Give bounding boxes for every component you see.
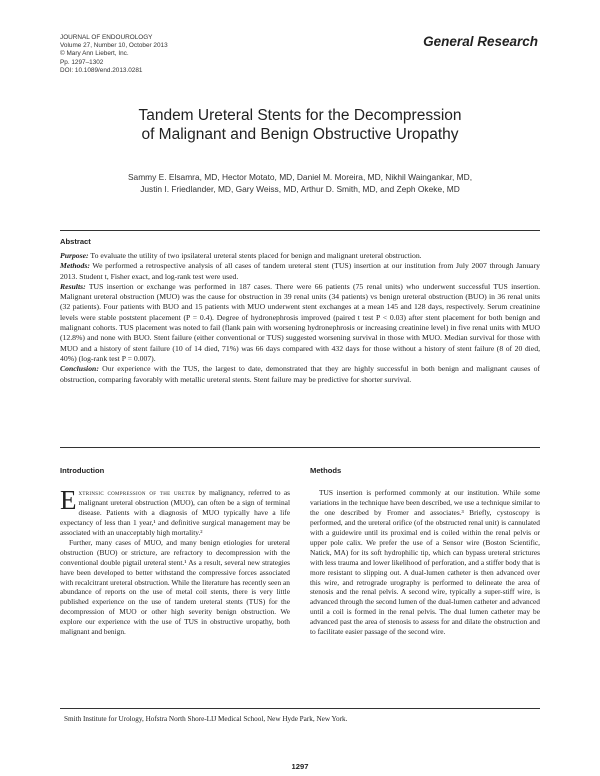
results-text: TUS insertion or exchange was performed in 187 cases. There were 66 patients (75 renal units) who underwent successful TUS insertion. Malignant ureteral obstruction (MUO) was the cause for obstruction in 39 renal units (34 patients) vs benign ureteral obstruction (BUO) in 36 renal units (32 patients). Four patients with BUO and 15 patients with MUO underwent stent exchanges at a mean 145 and 128 days, respectively. Serum creatinine levels were stable poststent placement (P = 0.4). Degree of hydronephrosis improved (paired t test P < 0.03) after stent placement for both benign and malignant cohorts. TUS placement was noted to fail (flank pain with worsening hydronephrosis or increasing creatinine level) in five renal units with MUO (12.8%) and none with BUO. Stent failure (either conventional or TUS) suggested worsening survival in those with MUO. Median survival for those with MUO and a history of stent failure (10 of 14 died, 71%) was 66 days compared with 432 days for those without a history of stent failure (8 of 20 died, 40%) (log-rank test P = 0.007).	[60, 281, 540, 363]
results-label: Results:	[60, 281, 86, 291]
introduction-heading: Introduction	[60, 466, 105, 475]
conclusion-label: Conclusion:	[60, 364, 99, 374]
journal-name: JOURNAL OF ENDOUROLOGY	[60, 34, 153, 41]
abstract-bottom-rule	[60, 447, 540, 448]
abstract-conclusion	[60, 364, 540, 385]
author-list	[80, 171, 520, 195]
intro-paragraph: Further, many cases of MUO, and many benign etiologies for ureteral obstruction (BUO) or stricture, are refractory to decompression with the conventional double pigtail ureteral stent.¹ As a result, several new strategies have been developed to better withstand the compressive forces associated with recalcitrant ureteral obstruction. While the literature has recently seen an abundance of reports on the use of metal coil stents, there is very little published experience on the use of tandem ureteral stents (TUS) for the decompression of MUO or other high severity benign obstruction. We explore our experience with the use of TUS in obstructive uropathy, both malignant and benign.	[60, 537, 290, 637]
abstract-results	[60, 282, 540, 364]
abstract-heading: Abstract	[60, 237, 91, 246]
title-line: of Malignant and Benign Obstructive Uropathy	[141, 126, 459, 143]
journal-volume: Volume 27, Number 10, October 2013	[60, 42, 168, 50]
lead-smallcaps: xtrinsic compression of the ureter	[78, 487, 196, 497]
author-line: Justin I. Friedlander, MD, Gary Weiss, MD, Arthur D. Smith, MD, and Zeph Okeke, MD	[140, 184, 460, 194]
abstract-methods	[60, 261, 540, 282]
journal-copyright: © Mary Ann Liebert, Inc.	[60, 50, 129, 58]
abstract-body	[60, 251, 540, 385]
drop-cap: E	[60, 484, 77, 515]
methods-paragraph: TUS insertion is performed commonly at our institution. While some variations in the technique have been described, we use a technique similar to the one described by Fromer and associates.³ Briefly, cystoscopy is performed, and the ureteral orifice (of the obstructed renal unit) is cannulated with a guidewire until its proximal end is coiled within the renal pelvis or upper pole calix. We prefer the use of a Sensor wire (Boston Scientific, Natick, MA) for its soft hydrophilic tip, which can bypass ureteral strictures with less trauma and lower likelihood of perforation, and a stiffer body that is more resistant to slipping out. A dual-lumen catheter is then advanced over this wire, and retrograde urography is performed to delineate the area of stenosis and the renal pelvis. A second wire, typically a super-stiff wire, is advanced through the second lumen of the dual-lumen catheter and advanced until a coil is formed in the renal pelvis. The dual lumen catheter may be advanced past the area of stenosis to assess for and dilate the obstruction and to facilitate easier passage of the second wire.	[310, 487, 540, 637]
title-line: Tandem Ureteral Stents for the Decompression	[138, 107, 462, 124]
affiliation-footnote: Smith Institute for Urology, Hofstra North Shore-LIJ Medical School, New Hyde Park, New York.	[64, 715, 348, 723]
methods-column	[310, 466, 540, 637]
abstract-top-rule	[60, 230, 540, 231]
methods-text: We performed a retrospective analysis of all cases of tandem ureteral stent (TUS) insertion at our institution from July 2007 through January 2013. Student t, Fisher exact, and log-rank test were used.	[60, 261, 540, 281]
journal-doi: DOI: 10.1089/end.2013.0281	[60, 66, 143, 74]
methods-heading: Methods	[310, 466, 342, 475]
page-number: 1297	[291, 762, 309, 771]
journal-info	[60, 34, 168, 75]
section-tag: General Research	[423, 34, 538, 49]
introduction-column	[60, 466, 290, 637]
intro-paragraph	[60, 484, 290, 538]
footnote-rule	[60, 708, 540, 709]
methods-label: Methods:	[60, 261, 90, 271]
author-line: Sammy E. Elsamra, MD, Hector Motato, MD, Daniel M. Moreira, MD, Nikhil Waingankar, MD,	[127, 172, 473, 182]
intro-text: by malignancy, referred to as malignant ureteral obstruction (MUO), can often be a sign of terminal disease. Patients with a diagnosis of MUO typically have a life expectancy of less than 1 year,¹ and definitive surgical management may be associated with an unacceptably high mortality.²	[60, 487, 290, 537]
purpose-text: To evaluate the utility of two ipsilateral ureteral stents placed for benign and malignant ureteral obstruction.	[88, 251, 422, 260]
article-title	[60, 106, 540, 144]
abstract-purpose	[60, 251, 540, 261]
conclusion-text: Our experience with the TUS, the largest to date, demonstrated that they are highly successful in both benign and malignant causes of obstruction, comparing favorably with metallic ureteral stents. Stent failure may be predictive for shorter survival.	[60, 364, 540, 384]
purpose-label: Purpose:	[60, 251, 89, 260]
journal-pages: Pp. 1297–1302	[60, 58, 104, 66]
